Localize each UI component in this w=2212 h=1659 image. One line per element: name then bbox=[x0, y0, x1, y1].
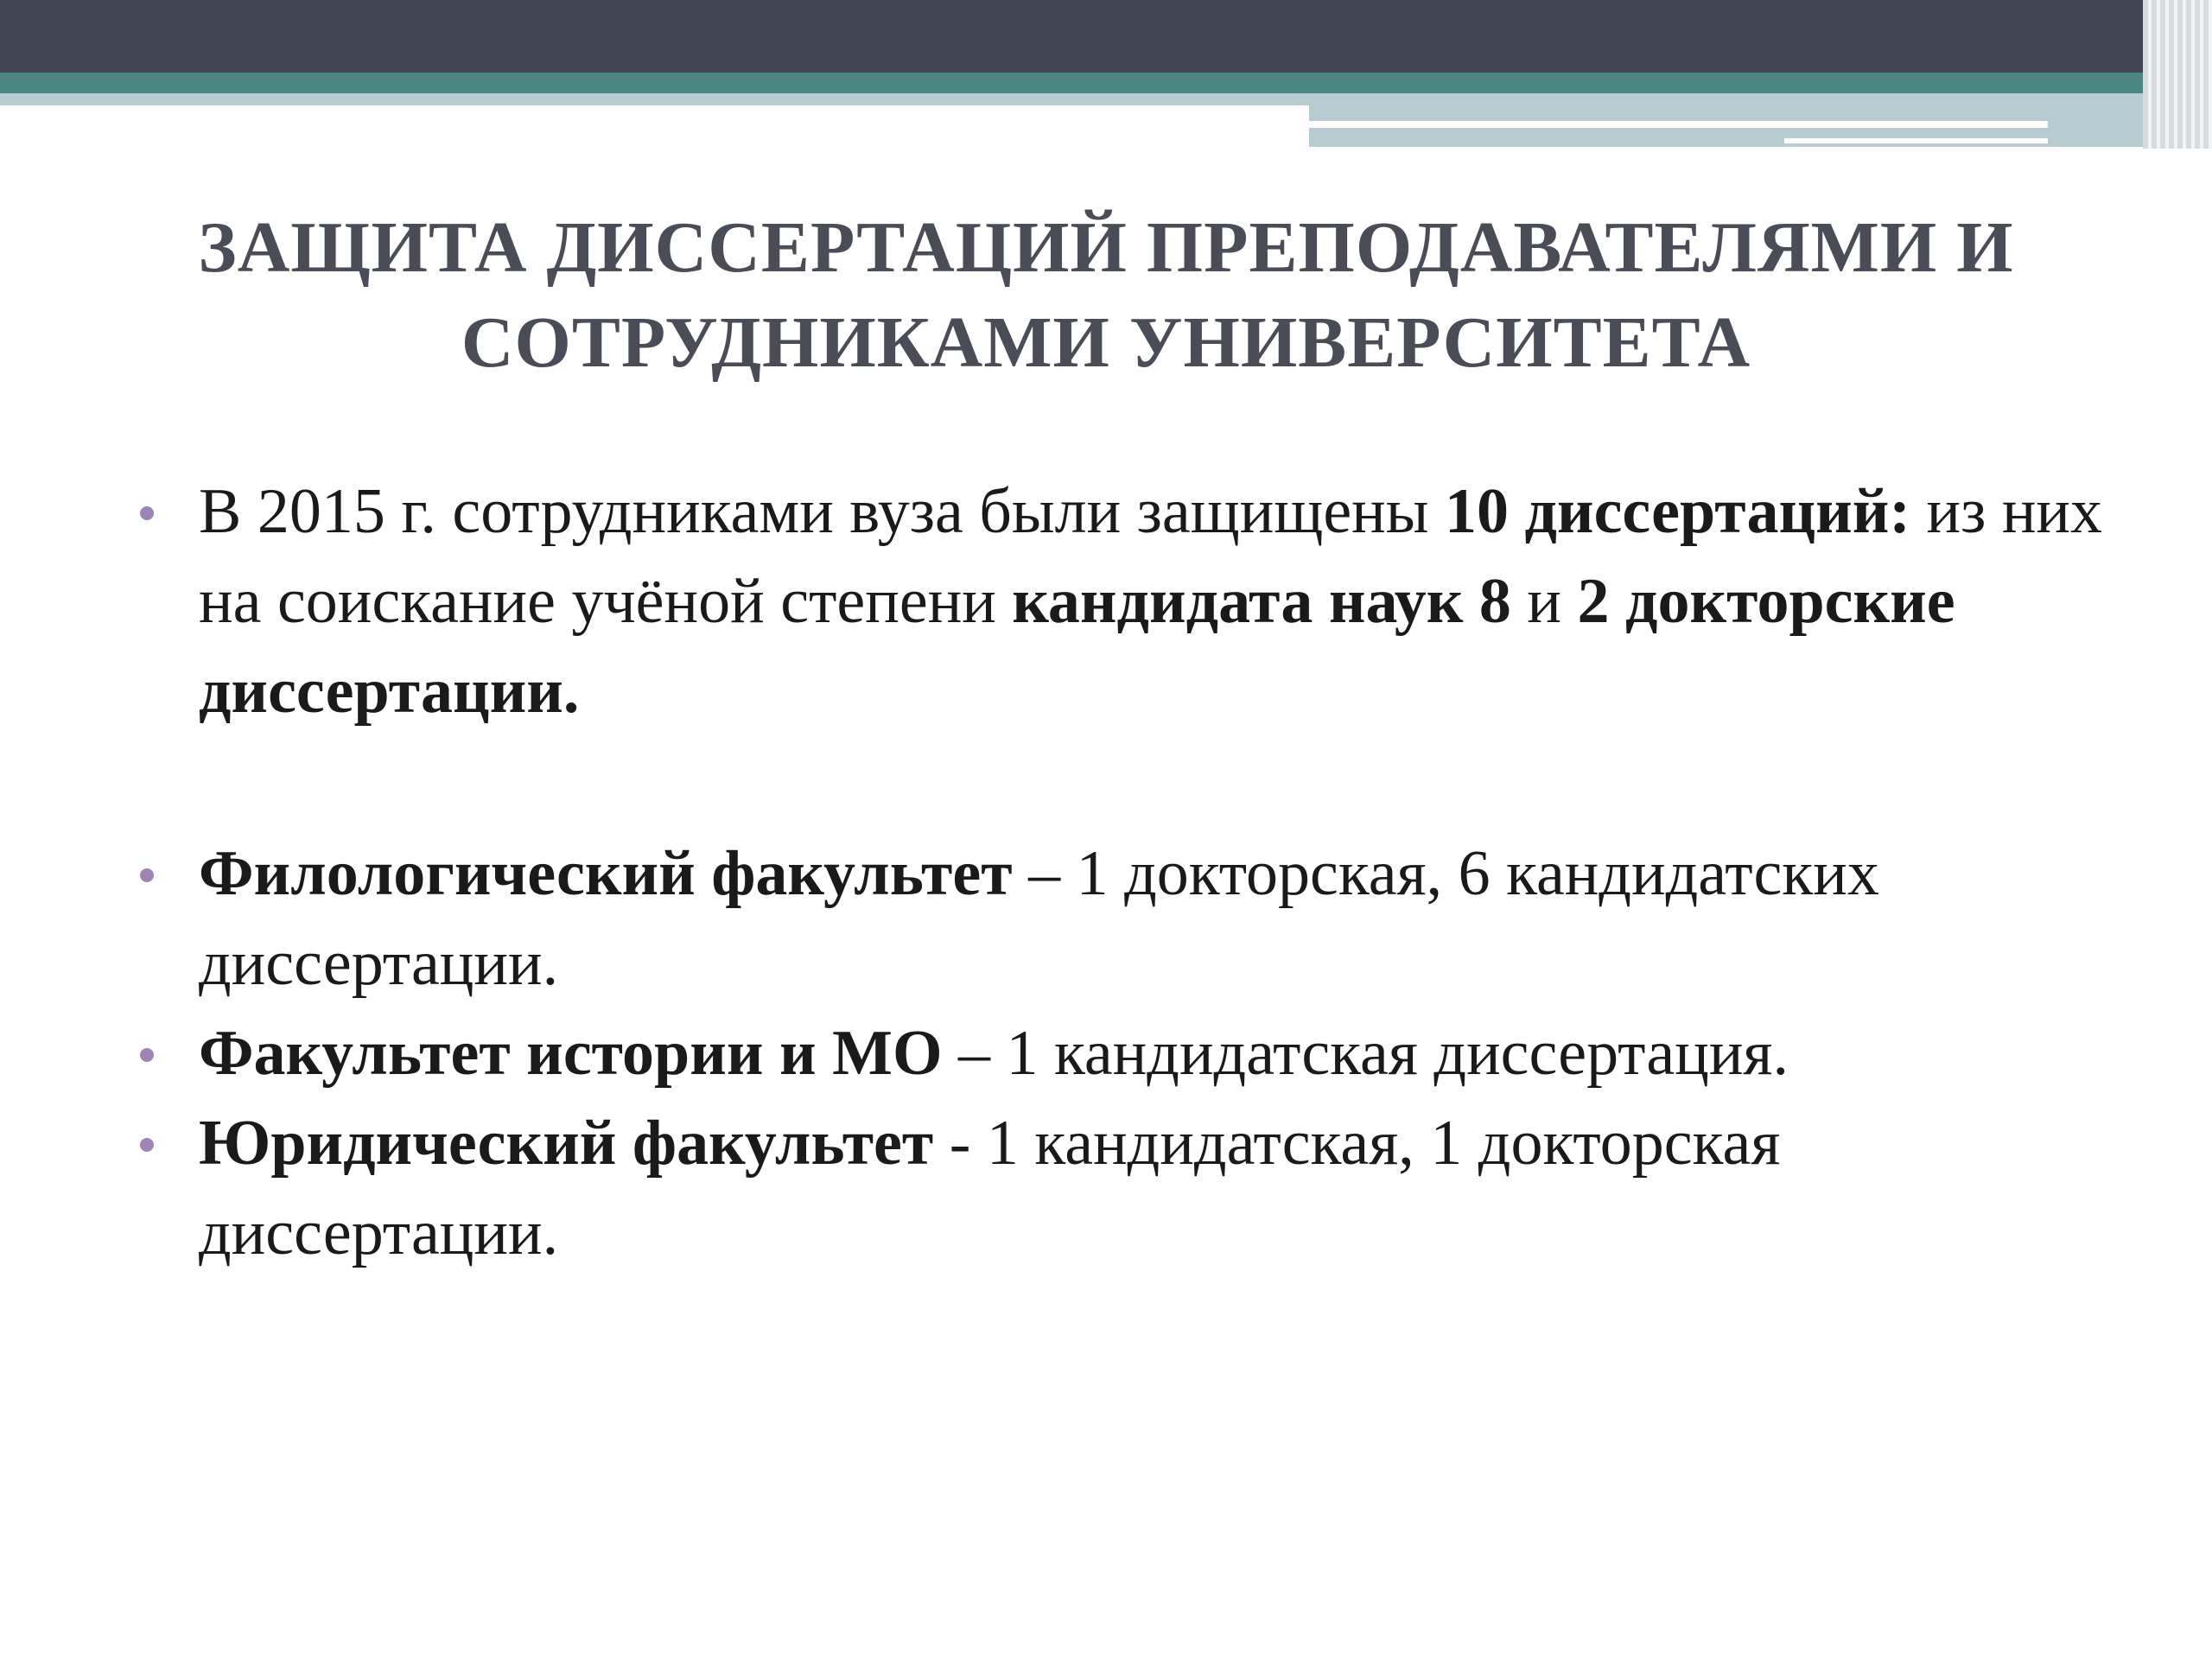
slide-title-line-2: СОТРУДНИКАМИ УНИВЕРСИТЕТА bbox=[461, 302, 1751, 383]
faculty-name: Факультет истории и МО bbox=[199, 1018, 943, 1089]
bullet-list bbox=[130, 467, 2117, 1278]
bullet-marker bbox=[140, 1048, 154, 1062]
summary-doctoral-bold: 2 докторские диссертации. bbox=[199, 566, 1955, 727]
summary-text-1: В 2015 г. сотрудниками вуза были защищены bbox=[199, 476, 1445, 547]
bullet-marker bbox=[140, 868, 154, 882]
bullet-item-philology bbox=[130, 829, 2117, 1008]
header-dark-band bbox=[0, 0, 2212, 73]
faculty-name: Филологический факультет bbox=[199, 838, 1013, 909]
header-light-band-right bbox=[1309, 93, 2212, 147]
header-white-line-short bbox=[1784, 138, 2048, 143]
faculty-name: Юридический факультет bbox=[199, 1108, 934, 1179]
summary-candidate-bold: кандидата наук 8 bbox=[1012, 566, 1511, 637]
bullet-item-history bbox=[130, 1008, 2117, 1098]
faculty-result: - 1 кандидатская, 1 докторская диссертации. bbox=[199, 1108, 1781, 1268]
header-light-band-left bbox=[0, 93, 1309, 105]
bullet-marker bbox=[140, 506, 154, 520]
bullet-item-law bbox=[130, 1098, 2117, 1278]
slide-title-line-1: ЗАЩИТА ДИССЕРТАЦИЙ ПРЕПОДАВАТЕЛЯМИ И bbox=[198, 207, 2014, 288]
summary-text-2: из них на соискание учёной степени bbox=[199, 476, 2103, 637]
header-white-line bbox=[1309, 121, 2048, 128]
slide-title bbox=[130, 200, 2082, 391]
header-stripes bbox=[2143, 0, 2212, 149]
bullet-marker bbox=[140, 1138, 154, 1152]
summary-text-3: и bbox=[1510, 566, 1578, 637]
faculty-result: – 1 кандидатская диссертация. bbox=[942, 1018, 1789, 1089]
bullet-item-summary bbox=[130, 467, 2117, 736]
summary-count-bold: 10 диссертаций: bbox=[1445, 476, 1910, 547]
faculty-result: – 1 докторская, 6 кандидатских диссертации. bbox=[199, 838, 1879, 999]
header-teal-band bbox=[0, 73, 2212, 93]
